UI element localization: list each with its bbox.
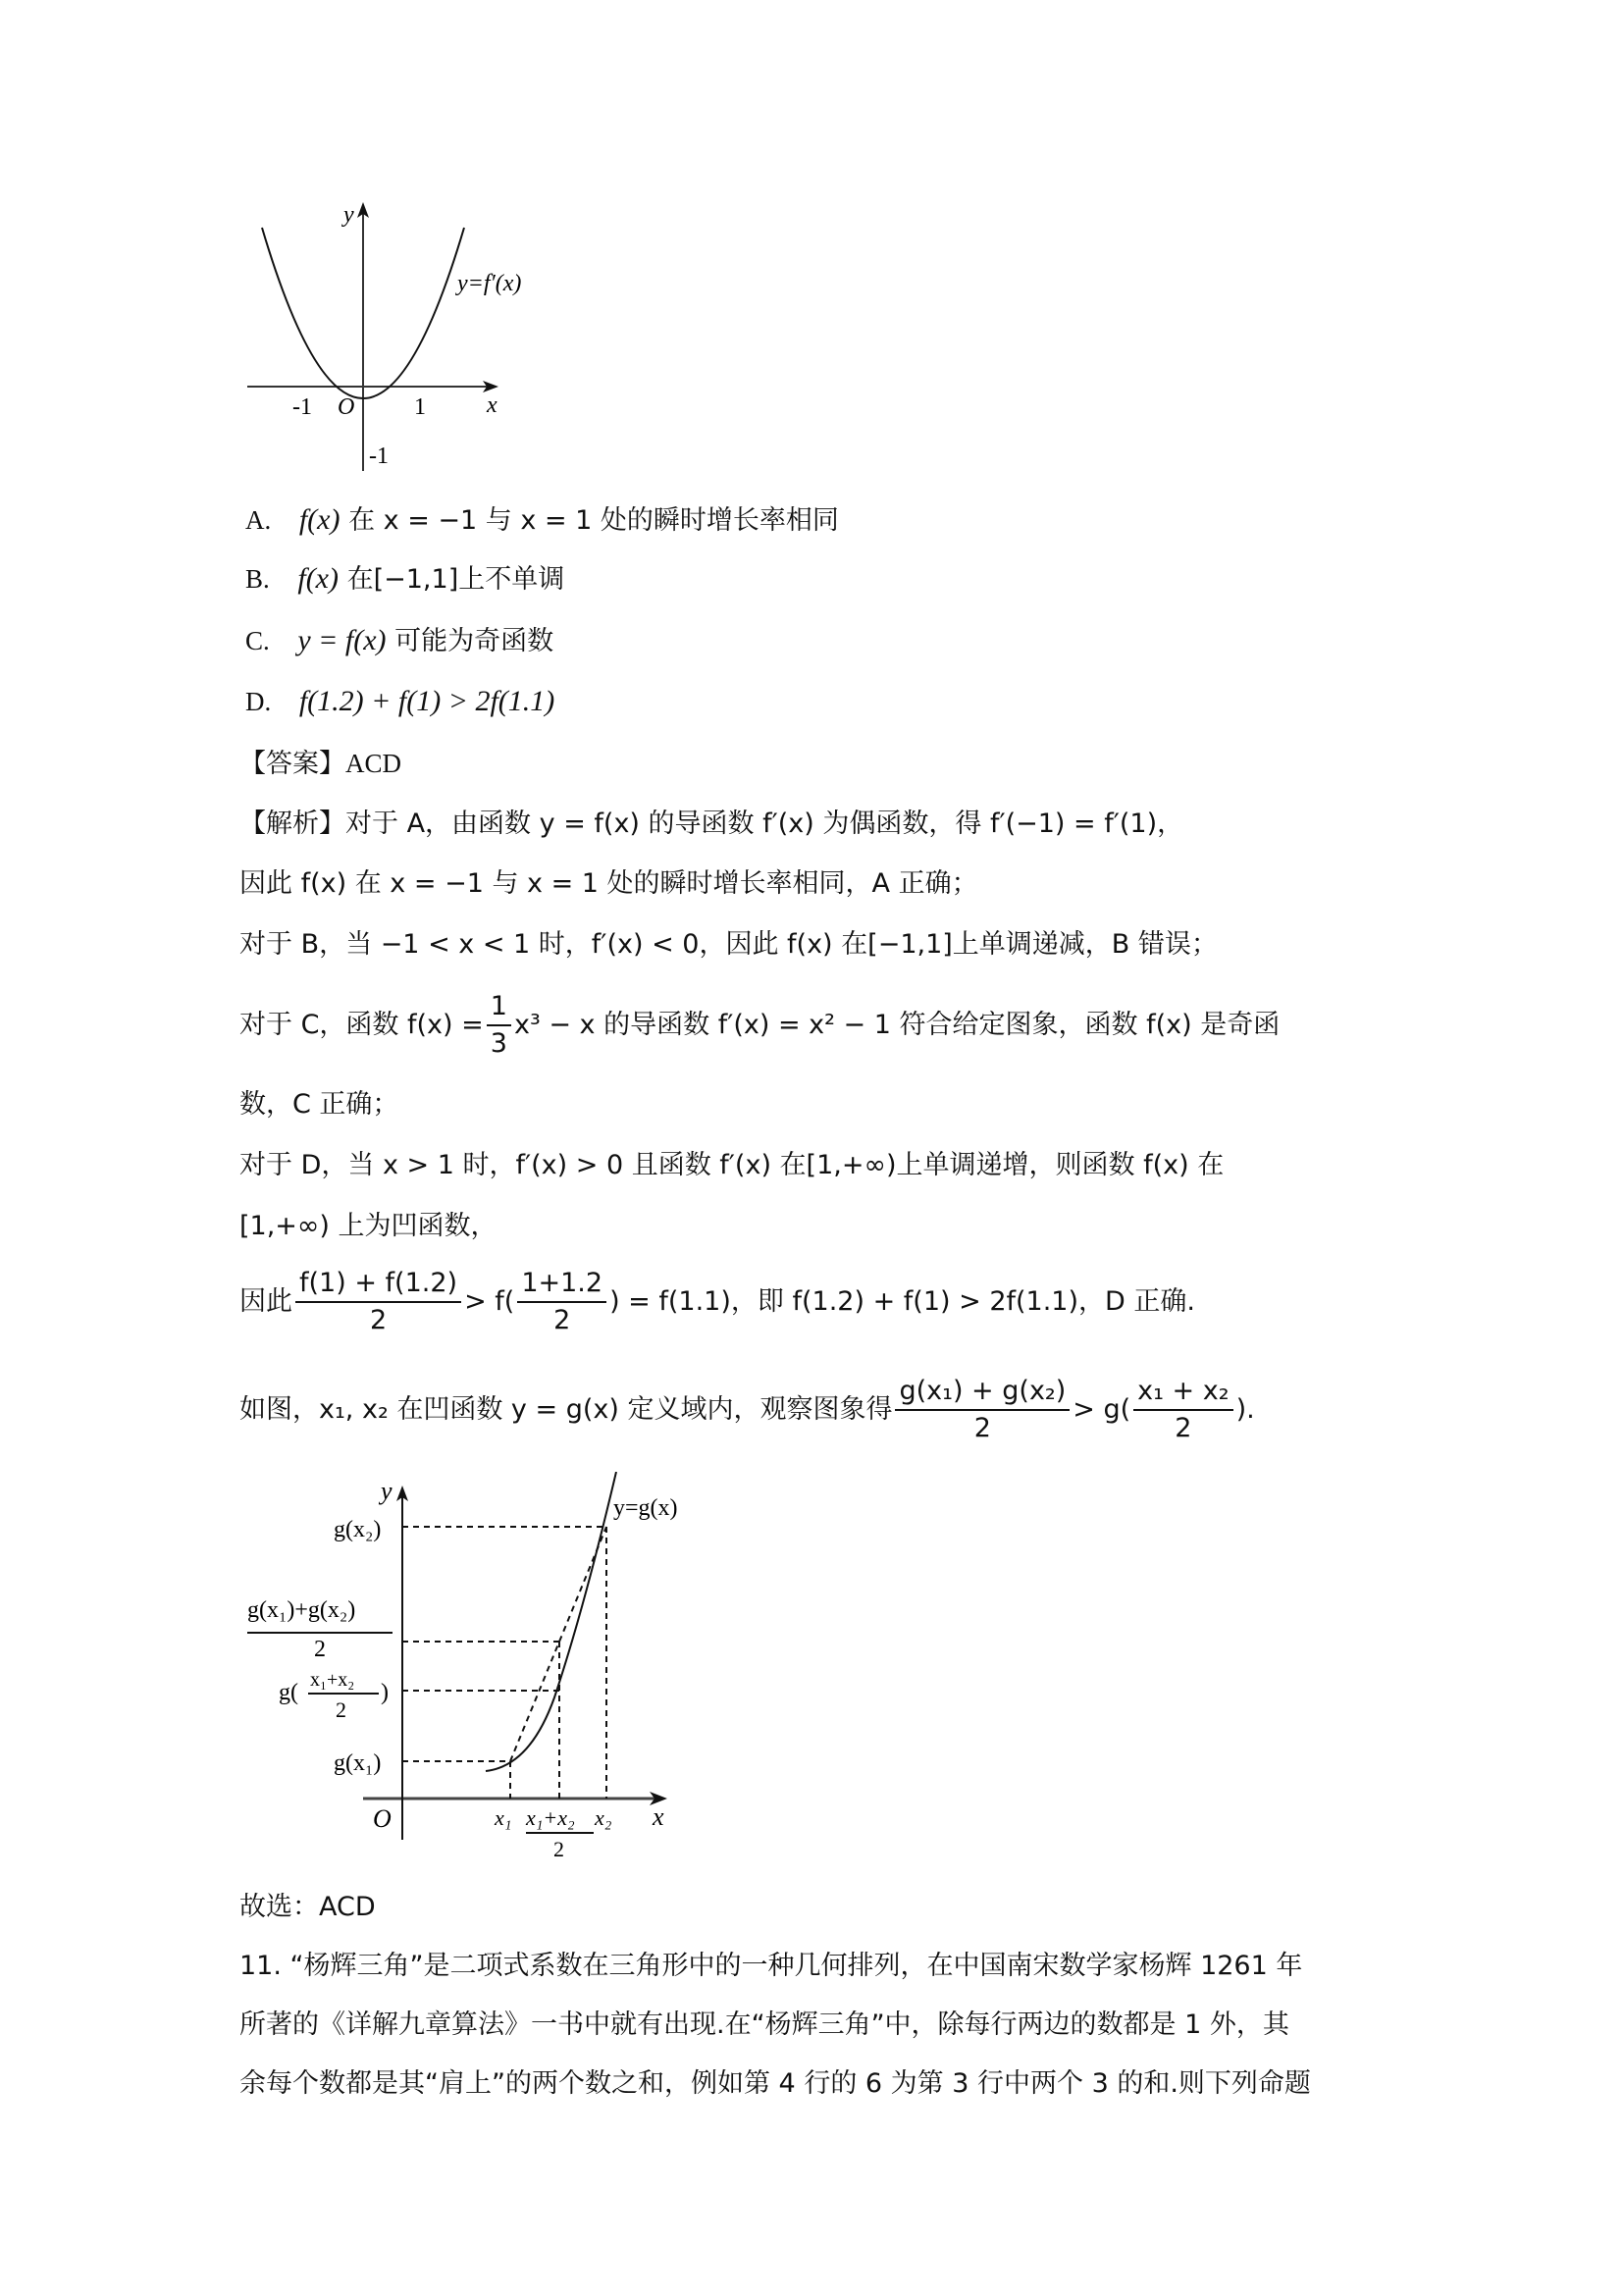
analysis-line-7: [1,+∞) 上为凹函数， xyxy=(239,1211,497,1241)
analysis-line-8 xyxy=(239,1266,1195,1338)
label-gmid-suffix: ) xyxy=(381,1680,389,1705)
analysis-label: 【解析】 xyxy=(239,809,345,839)
option-letter: C. xyxy=(245,626,270,655)
y-axis xyxy=(396,1486,408,1840)
analysis-line-9 xyxy=(239,1374,1255,1446)
x-axis-label: x xyxy=(653,1802,664,1831)
fraction-numerator: g(x₁) + g(x₂) xyxy=(895,1374,1070,1411)
convex-function-graph xyxy=(236,1472,726,1894)
analysis-text: 如图，x₁, x₂ 在凹函数 y = g(x) 定义域内，观察图象得 xyxy=(239,1394,893,1425)
x-axis xyxy=(247,381,498,392)
fraction-f-average xyxy=(295,1266,461,1338)
fraction-denominator: 2 xyxy=(553,1305,571,1335)
analysis-line-2: 因此 f(x) 在 x = −1 与 x = 1 处的瞬时增长率相同，A 正确； xyxy=(239,868,978,899)
curve-label: y=g(x) xyxy=(613,1495,678,1521)
x-axis-label: x xyxy=(487,392,497,418)
conclusion: 故选：ACD xyxy=(239,1892,376,1922)
fraction-midpoint xyxy=(517,1266,606,1338)
fraction-denominator: 2 xyxy=(1175,1413,1192,1443)
analysis-text: > f( xyxy=(464,1286,515,1317)
curve-label: y=f′(x) xyxy=(457,271,522,296)
tick-label-midpoint-numerator: x₁+x₂ xyxy=(526,1805,575,1830)
question-11-line-1: 11. “杨辉三角”是二项式系数在三角形中的一种几何排列，在中国南宋数学家杨辉 1261 年 xyxy=(239,1951,1303,1981)
fraction-denominator: 3 xyxy=(490,1028,507,1059)
fraction-numerator: x₁ + x₂ xyxy=(1133,1374,1232,1411)
tick-label-x2: x₂ xyxy=(595,1805,612,1830)
option-text: 在 x = −1 与 x = 1 处的瞬时增长率相同 xyxy=(348,505,839,536)
answer xyxy=(239,746,401,782)
fraction-g-average xyxy=(895,1374,1070,1446)
y-axis-label: y xyxy=(343,202,354,228)
analysis-text: x³ − x 的导函数 f′(x) = x² − 1 符合给定图象，函数 f(x) 是奇函 xyxy=(513,1010,1281,1040)
option-letter: D. xyxy=(245,687,272,716)
fraction-one-third xyxy=(487,989,511,1062)
option-expr: f(1.2) + f(1) > 2f(1.1) xyxy=(298,685,555,717)
answer-value: ACD xyxy=(345,749,402,778)
analysis-line-3: 对于 B，当 −1 < x < 1 时，f′(x) < 0，因此 f(x) 在[−1,1]上单调递减，B 错误； xyxy=(239,929,1218,960)
origin-label: O xyxy=(338,394,355,420)
option-expr: f(x) xyxy=(298,503,340,536)
option-letter: A. xyxy=(245,505,272,535)
analysis-line-1 xyxy=(239,807,1183,842)
option-expr: f(x) xyxy=(297,562,339,595)
option-d xyxy=(245,684,554,720)
option-c xyxy=(245,623,553,659)
analysis-text: > g( xyxy=(1073,1394,1131,1425)
option-b xyxy=(245,561,564,598)
label-gmid-prefix: g( xyxy=(279,1680,298,1705)
analysis-text: 对于 A，由函数 y = f(x) 的导函数 f′(x) 为偶函数，得 f′(−1) = f′(1)， xyxy=(345,809,1184,839)
y-axis-label: y xyxy=(381,1477,393,1505)
fraction-denominator: 2 xyxy=(973,1413,991,1443)
option-expr: y = f(x) xyxy=(297,624,387,656)
option-text: 可能为奇函数 xyxy=(394,626,554,656)
label-g-x2: g(x₂) xyxy=(334,1517,382,1542)
question-11-line-3: 余每个数都是其“肩上”的两个数之和，例如第 4 行的 6 为第 3 行中两个 3 的和.则下列命题 xyxy=(239,2068,1311,2099)
question-11-line-2: 所著的《详解九章算法》一书中就有出现.在“杨辉三角”中，除每行两边的数都是 1 外，其 xyxy=(239,2009,1289,2040)
label-average-denominator: 2 xyxy=(314,1637,326,1662)
option-text: 在[−1,1]上不单调 xyxy=(346,564,565,595)
fraction-denominator: 2 xyxy=(369,1305,388,1335)
tick-label-neg1-y: -1 xyxy=(369,444,389,469)
analysis-text: ) = f(1.1)，即 f(1.2) + f(1) > 2f(1.1)，D 正确. xyxy=(609,1286,1195,1317)
origin-label: O xyxy=(373,1804,392,1833)
label-average-numerator: g(x₁)+g(x₂) xyxy=(247,1597,356,1623)
guide-lines xyxy=(402,1527,606,1799)
convex-curve xyxy=(486,1472,616,1771)
analysis-line-4 xyxy=(239,989,1280,1062)
option-letter: B. xyxy=(245,564,270,594)
fraction-x-midpoint xyxy=(1133,1374,1232,1446)
analysis-line-6: 对于 D，当 x > 1 时，f′(x) > 0 且函数 f′(x) 在[1,+∞)上单调递增，则函数 f(x) 在 xyxy=(239,1150,1225,1180)
analysis-text: ). xyxy=(1235,1394,1255,1425)
derivative-graph xyxy=(236,186,569,481)
analysis-text: 对于 C，函数 f(x) = xyxy=(239,1010,484,1040)
answer-label: 【答案】 xyxy=(239,749,345,779)
label-gmid-denominator: 2 xyxy=(336,1697,346,1722)
tick-label-neg1-x: -1 xyxy=(292,394,312,420)
analysis-line-5: 数，C 正确； xyxy=(239,1089,399,1120)
fraction-numerator: 1+1.2 xyxy=(517,1266,606,1303)
option-a xyxy=(245,502,839,539)
x-axis xyxy=(363,1792,667,1805)
fraction-numerator: 1 xyxy=(487,989,511,1026)
label-g-x1: g(x₁) xyxy=(334,1750,382,1776)
analysis-text: 因此 xyxy=(239,1286,292,1317)
y-axis xyxy=(357,202,369,471)
tick-label-midpoint-denominator: 2 xyxy=(553,1837,564,1861)
tick-label-1-x: 1 xyxy=(414,394,426,420)
tick-label-x1: x₁ xyxy=(495,1805,512,1830)
label-gmid-numerator: x₁+x₂ xyxy=(310,1669,355,1691)
fraction-numerator: f(1) + f(1.2) xyxy=(295,1266,461,1303)
